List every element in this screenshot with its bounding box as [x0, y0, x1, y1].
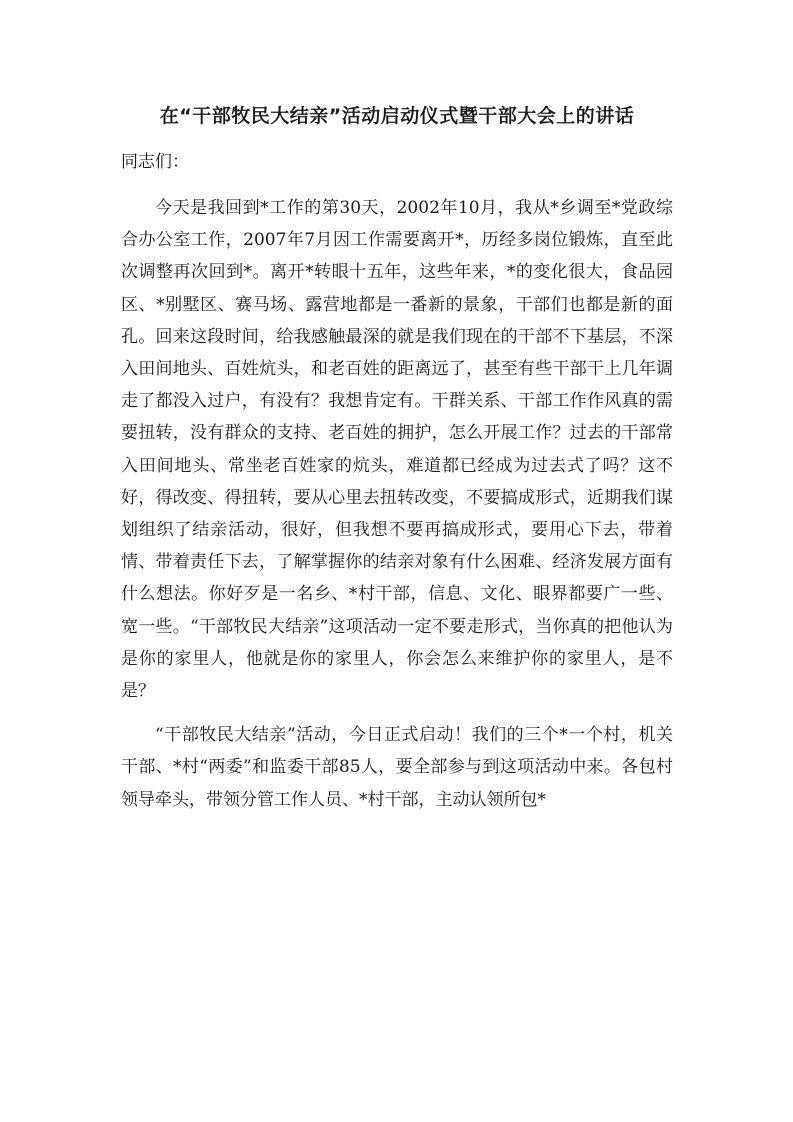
- body-paragraph-2: “干部牧民大结亲”活动，今日正式启动！我们的三个*一个村，机关干部、*村“两委”和监委干部85人，要全部参与到这项活动中来。各包村领导牵头，带领分管工作人员、*村干部，主动认领所包*: [121, 725, 673, 810]
- salutation: 同志们：: [121, 152, 189, 172]
- body-paragraph-1: 今天是我回到*工作的第30天，2002年10月，我从*乡调至*党政综合办公室工作，2007年7月因工作需要离开*，历经多岗位锻炼，直至此次调整再次回到*。离开*转眼十五年，这些年来，*的变化很大，食品园区、*别墅区、赛马场、露营地都是一番新的景象，干部们也都是新的面孔。回来这段时间，给我感触最深的就是我们现在的干部不下基层，不深入田间地头、百姓炕头，和老百姓的距离远了，甚至有些干部干上几年调走了都没入过户，有没有？我想肯定有。干群关系、干部工作作风真的需要扭转，没有群众的支持、老百姓的拥护，怎么开展工作？过去的干部常入田间地头、常坐老百姓家的炕头，难道都已经成为过去式了吗？这不好，得改变、得扭转，要从心里去扭转改变，不要搞成形式，近期我们谋划组织了结亲活动，很好，但我想不要再搞成形式，要用心下去，带着情、带着责任下去，了解掌握你的结亲对象有什么困难、经济发展方面有什么想法。你好歹是一名乡、*村干部，信息、文化、眼界都要广一些、宽一些。“干部牧民大结亲”这项活动一定不要走形式，当你真的把他认为是你的家里人，他就是你的家里人，你会怎么来维护你的家里人，是不是？: [121, 198, 673, 702]
- document-page: [121, 96, 673, 816]
- document-title: 在“干部牧民大结亲”活动启动仪式暨干部大会上的讲话: [159, 105, 635, 127]
